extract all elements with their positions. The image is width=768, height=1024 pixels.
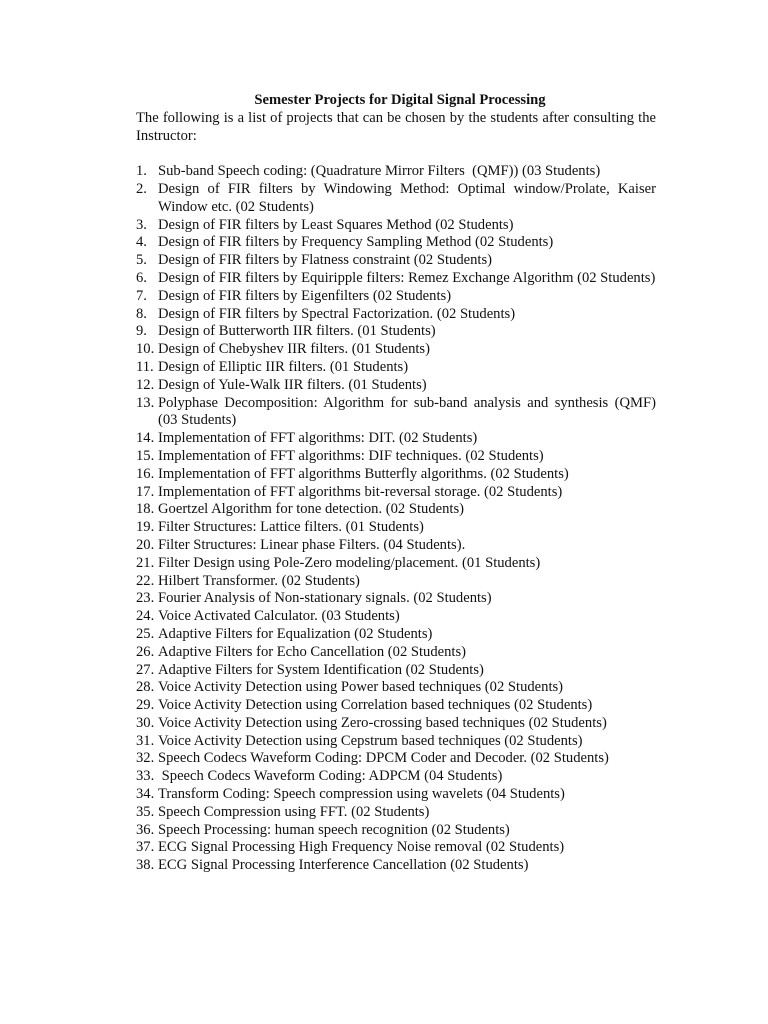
list-item-text: Transform Coding: Speech compression using wavelets (04 Students) — [158, 786, 565, 803]
list-item-number: 20. — [136, 536, 155, 553]
list-item — [136, 679, 656, 697]
list-item-text: Speech Codecs Waveform Coding: ADPCM (04 Students) — [158, 768, 503, 785]
list-item-number: 15. — [136, 447, 155, 464]
list-item-text: Design of FIR filters by Windowing Method: Optimal window/Prolate, Kaiser Window etc. (02 Students) — [158, 180, 660, 215]
list-item-number: 22. — [136, 572, 155, 589]
list-item-number: 31. — [136, 732, 155, 749]
list-item — [136, 430, 656, 448]
list-item-number: 29. — [136, 697, 155, 714]
list-item-number: 9. — [136, 323, 147, 340]
list-item-number: 1. — [136, 163, 147, 180]
list-item-text: Design of FIR filters by Eigenfilters (02 Students) — [158, 287, 452, 304]
list-item-text: Adaptive Filters for Echo Cancellation (02 Students) — [158, 643, 467, 660]
list-item-text: Voice Activity Detection using Power based techniques (02 Students) — [158, 679, 564, 696]
list-item-number: 21. — [136, 554, 155, 571]
list-item-text: Filter Structures: Linear phase Filters. (04 Students). — [158, 536, 466, 553]
list-item — [136, 608, 656, 626]
list-item — [136, 715, 656, 733]
list-item — [136, 839, 656, 857]
list-item — [136, 501, 656, 519]
list-item-number: 35. — [136, 803, 155, 820]
list-item — [136, 786, 656, 804]
list-item — [136, 555, 656, 573]
list-item-text: Implementation of FFT algorithms: DIT. (02 Students) — [158, 430, 478, 447]
list-item — [136, 359, 656, 377]
list-item-number: 17. — [136, 483, 155, 500]
list-item-number: 13. — [136, 394, 155, 411]
list-item-text: Design of Elliptic IIR filters. (01 Students) — [158, 358, 409, 375]
list-item-text: ECG Signal Processing Interference Cancellation (02 Students) — [158, 857, 529, 874]
list-item-text: Speech Processing: human speech recognition (02 Students) — [158, 821, 510, 838]
list-item-text: Design of FIR filters by Frequency Sampling Method (02 Students) — [158, 234, 554, 251]
list-item-text: Implementation of FFT algorithms Butterfly algorithms. (02 Students) — [158, 465, 569, 482]
list-item — [136, 394, 660, 431]
list-item-text: Filter Structures: Lattice filters. (01 Students) — [158, 519, 424, 536]
list-item-number: 24. — [136, 608, 155, 625]
list-item — [136, 180, 660, 217]
list-item-number: 2. — [136, 180, 147, 197]
list-item-text: Design of Butterworth IIR filters. (01 Students) — [158, 323, 436, 340]
list-item-number: 18. — [136, 501, 155, 518]
list-item-number: 5. — [136, 252, 147, 269]
list-item-number: 8. — [136, 305, 147, 322]
list-item-text: Voice Activity Detection using Correlation based techniques (02 Students) — [158, 697, 593, 714]
list-item — [136, 306, 656, 324]
list-item-number: 23. — [136, 590, 155, 607]
list-item-number: 25. — [136, 625, 155, 642]
list-item-number: 4. — [136, 234, 147, 251]
list-item-number: 7. — [136, 287, 147, 304]
list-item-text: Speech Codecs Waveform Coding: DPCM Coder and Decoder. (02 Students) — [158, 750, 609, 767]
list-item-text: Fourier Analysis of Non-stationary signals. (02 Students) — [158, 590, 492, 607]
list-item — [136, 163, 656, 181]
list-item-number: 12. — [136, 376, 155, 393]
project-list — [136, 163, 660, 875]
list-item-text: Polyphase Decomposition: Algorithm for sub-band analysis and synthesis (QMF) (03 Students) — [158, 394, 660, 429]
list-item — [136, 217, 656, 235]
document-page — [136, 92, 660, 875]
list-item-text: Voice Activity Detection using Zero-crossing based techniques (02 Students) — [158, 714, 607, 731]
list-item — [136, 448, 656, 466]
list-item — [136, 537, 656, 555]
list-item — [136, 341, 656, 359]
list-item-number: 30. — [136, 714, 155, 731]
list-item — [136, 323, 656, 341]
list-item — [136, 252, 656, 270]
list-item-text: Voice Activity Detection using Cepstrum based techniques (02 Students) — [158, 732, 583, 749]
list-item-text: Adaptive Filters for System Identification (02 Students) — [158, 661, 484, 678]
list-item-text: Goertzel Algorithm for tone detection. (02 Students) — [158, 501, 464, 518]
list-item — [136, 733, 656, 751]
list-item — [136, 288, 656, 306]
list-item-text: Design of FIR filters by Spectral Factorization. (02 Students) — [158, 305, 516, 322]
list-item — [136, 626, 656, 644]
list-item-number: 16. — [136, 465, 155, 482]
list-item-number: 14. — [136, 430, 155, 447]
list-item-number: 11. — [136, 358, 154, 375]
list-item-text: Filter Design using Pole-Zero modeling/placement. (01 Students) — [158, 554, 541, 571]
list-item-text: Adaptive Filters for Equalization (02 Students) — [158, 625, 433, 642]
list-item — [136, 697, 656, 715]
list-item — [136, 484, 656, 502]
list-item — [136, 270, 656, 288]
list-item-number: 6. — [136, 269, 147, 286]
list-item — [136, 804, 656, 822]
list-item — [136, 590, 656, 608]
list-item-text: Design of Yule-Walk IIR filters. (01 Students) — [158, 376, 427, 393]
list-item-text: Design of FIR filters by Flatness constraint (02 Students) — [158, 252, 493, 269]
list-item — [136, 857, 656, 875]
list-item — [136, 768, 656, 786]
intro-paragraph: The following is a list of projects that can be chosen by the students after consulting the Instructor: — [136, 109, 656, 144]
list-item-number: 34. — [136, 786, 155, 803]
list-item-number: 28. — [136, 679, 155, 696]
list-item-number: 32. — [136, 750, 155, 767]
list-item-number: 27. — [136, 661, 155, 678]
list-item — [136, 644, 656, 662]
list-item-text: ECG Signal Processing High Frequency Noise removal (02 Students) — [158, 839, 565, 856]
list-item-text: Sub-band Speech coding: (Quadrature Mirror Filters (QMF)) (03 Students) — [158, 163, 601, 180]
list-item-number: 19. — [136, 519, 155, 536]
list-item-text: Voice Activated Calculator. (03 Students) — [158, 608, 400, 625]
list-item-text: Design of FIR filters by Least Squares Method (02 Students) — [158, 216, 514, 233]
list-item — [136, 377, 656, 395]
list-item — [136, 750, 656, 768]
list-item — [136, 573, 656, 591]
list-item — [136, 662, 656, 680]
list-item — [136, 519, 656, 537]
list-item — [136, 234, 656, 252]
list-item-text: Implementation of FFT algorithms: DIF techniques. (02 Students) — [158, 447, 544, 464]
list-item-number: 37. — [136, 839, 155, 856]
list-item-number: 38. — [136, 857, 155, 874]
list-item-text: Design of Chebyshev IIR filters. (01 Students) — [158, 341, 430, 358]
list-item-text: Speech Compression using FFT. (02 Students) — [158, 803, 430, 820]
list-item-number: 26. — [136, 643, 155, 660]
list-item-number: 3. — [136, 216, 147, 233]
list-item-number: 33. — [136, 768, 155, 785]
list-item-text: Design of FIR filters by Equiripple filters: Remez Exchange Algorithm (02 Students) — [158, 269, 656, 286]
list-item-text: Implementation of FFT algorithms bit-reversal storage. (02 Students) — [158, 483, 563, 500]
list-item — [136, 466, 656, 484]
document-title: Semester Projects for Digital Signal Processing — [254, 92, 546, 108]
list-item-number: 10. — [136, 341, 155, 358]
list-item — [136, 822, 656, 840]
list-item-number: 36. — [136, 821, 155, 838]
list-item-text: Hilbert Transformer. (02 Students) — [158, 572, 360, 589]
spacer — [136, 145, 656, 163]
